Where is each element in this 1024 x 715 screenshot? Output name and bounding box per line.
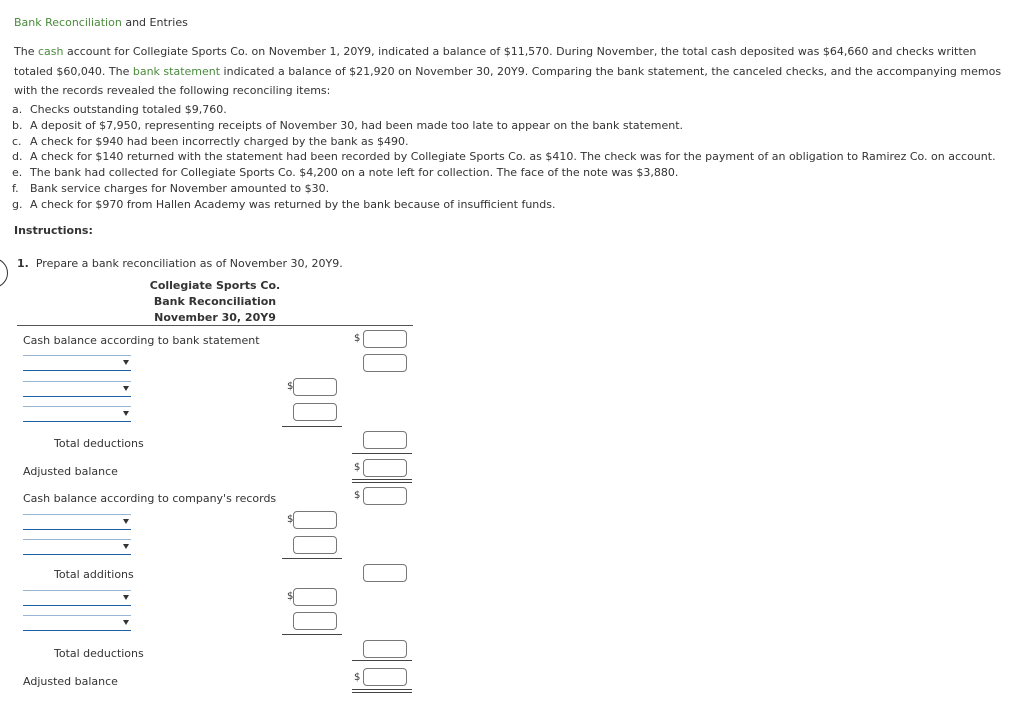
header-rule: [17, 325, 413, 326]
list-item: [12, 149, 996, 165]
list-item: [12, 165, 996, 181]
bank-balance-input[interactable]: [363, 330, 407, 348]
bank-statement-link[interactable]: bank statement: [132, 64, 221, 78]
subtotal-rule: [282, 634, 342, 635]
list-item: [12, 197, 996, 213]
chevron-down-icon: [123, 620, 129, 625]
company-addition-amount-1[interactable]: [293, 511, 337, 529]
bank-adjusted-balance-input[interactable]: [363, 459, 407, 477]
adjusted-balance-label: Adjusted balance: [23, 675, 118, 688]
bank-deduction-select-2[interactable]: [23, 406, 131, 422]
intro-text-2: account for Collegiate Sports Co. on November 1, 20Y9, indicated a balance of $11,570. During November, the total cash deposited was $64,660 and checks written totaled $60,040. The: [14, 45, 977, 78]
report-title: Bank Reconciliation: [153, 295, 277, 308]
double-rule-top: [352, 689, 412, 690]
bank-balance-label: Cash balance according to bank statement: [23, 334, 260, 347]
item-text: A check for $140 returned with the statement had been recorded by Collegiate Sports Co. as $410. The check was for the payment of an obligation to Ramirez Co. on account.: [30, 150, 996, 164]
total-rule: [352, 453, 412, 454]
item-letter: c.: [12, 134, 22, 148]
page-title: [14, 16, 188, 29]
item-text: The bank had collected for Collegiate Sports Co. $4,200 on a note left for collection. The face of the note was $3,880.: [30, 166, 679, 180]
total-deductions-label: Total deductions: [54, 437, 144, 450]
bank-total-deductions-input[interactable]: [363, 431, 407, 449]
chevron-down-icon: [123, 360, 129, 365]
chevron-down-icon: [123, 519, 129, 524]
total-additions-label: Total additions: [54, 568, 134, 581]
company-name: Collegiate Sports Co.: [149, 279, 281, 292]
item-letter: g.: [12, 197, 23, 211]
instructions-heading: Instructions:: [14, 224, 93, 237]
subtotal-rule: [282, 426, 342, 427]
intro-text-1: The: [14, 45, 38, 58]
item-text: A check for $970 from Hallen Academy was returned by the bank because of insufficient funds.: [30, 197, 556, 211]
item-letter: e.: [12, 166, 23, 180]
company-addition-select-2[interactable]: [23, 539, 131, 555]
company-deduction-select-2[interactable]: [23, 615, 131, 631]
step-text: Prepare a bank reconciliation as of November 30, 20Y9.: [35, 257, 343, 270]
company-deduction-select-1[interactable]: [23, 590, 131, 606]
list-item: [12, 181, 996, 197]
problem-intro: [14, 42, 1018, 101]
report-date: November 30, 20Y9: [154, 311, 276, 324]
reconciling-items-list: [12, 102, 996, 213]
intro-text-3: indicated a balance of $21,920 on November 30, 20Y9. Comparing the bank statement, the canceled checks, and the accompanying memos with the records revealed the following reconciling items:: [14, 64, 1002, 97]
currency-sign: $: [354, 462, 361, 473]
title-link[interactable]: Bank Reconciliation: [14, 16, 122, 29]
item-text: A check for $940 had been incorrectly charged by the bank as $490.: [30, 134, 409, 148]
chevron-down-icon: [123, 386, 129, 391]
list-item: [12, 118, 996, 134]
company-balance-label: Cash balance according to company's records: [23, 492, 277, 505]
company-deduction-amount-2[interactable]: [293, 612, 337, 630]
bank-deduction-amount-2[interactable]: [293, 403, 337, 421]
currency-sign: $: [354, 333, 361, 344]
chevron-down-icon: [123, 595, 129, 600]
step-1: [17, 257, 343, 270]
list-item: [12, 102, 996, 118]
adjusted-balance-label: Adjusted balance: [23, 465, 118, 478]
currency-sign: $: [354, 672, 361, 683]
company-total-deductions-input[interactable]: [363, 640, 407, 658]
total-deductions-label: Total deductions: [54, 647, 144, 660]
step-marker-circle: [0, 258, 8, 288]
company-deduction-amount-1[interactable]: [293, 588, 337, 606]
chevron-down-icon: [123, 411, 129, 416]
item-text: Checks outstanding totaled $9,760.: [30, 103, 227, 116]
currency-sign: $: [287, 381, 294, 392]
chevron-down-icon: [123, 544, 129, 549]
subtotal-rule: [282, 558, 342, 559]
item-letter: f.: [12, 181, 19, 195]
bank-deduction-amount-1[interactable]: [293, 378, 337, 396]
currency-sign: $: [287, 514, 294, 525]
title-rest: and Entries: [121, 16, 188, 29]
step-number: 1.: [17, 257, 29, 270]
total-rule: [352, 660, 412, 661]
item-text: A deposit of $7,950, representing receipts of November 30, had been made too late to appear on the bank statement.: [30, 118, 684, 132]
currency-sign: $: [354, 490, 361, 501]
currency-sign: $: [287, 591, 294, 602]
bank-additions-total-input[interactable]: [363, 354, 407, 372]
item-letter: b.: [12, 118, 23, 132]
list-item: [12, 134, 996, 150]
cash-link[interactable]: cash: [37, 45, 64, 58]
company-addition-select-1[interactable]: [23, 514, 131, 530]
company-total-additions-input[interactable]: [363, 564, 407, 582]
double-rule-bottom: [352, 692, 412, 693]
double-rule-top: [352, 479, 412, 480]
bank-deduction-select-1[interactable]: [23, 381, 131, 397]
company-adjusted-balance-input[interactable]: [363, 668, 407, 686]
item-letter: d.: [12, 150, 23, 164]
company-addition-amount-2[interactable]: [293, 536, 337, 554]
item-letter: a.: [12, 103, 23, 116]
double-rule-bottom: [352, 482, 412, 483]
company-balance-input[interactable]: [363, 487, 407, 505]
bank-addition-select[interactable]: [23, 355, 131, 371]
item-text: Bank service charges for November amounted to $30.: [30, 181, 330, 195]
